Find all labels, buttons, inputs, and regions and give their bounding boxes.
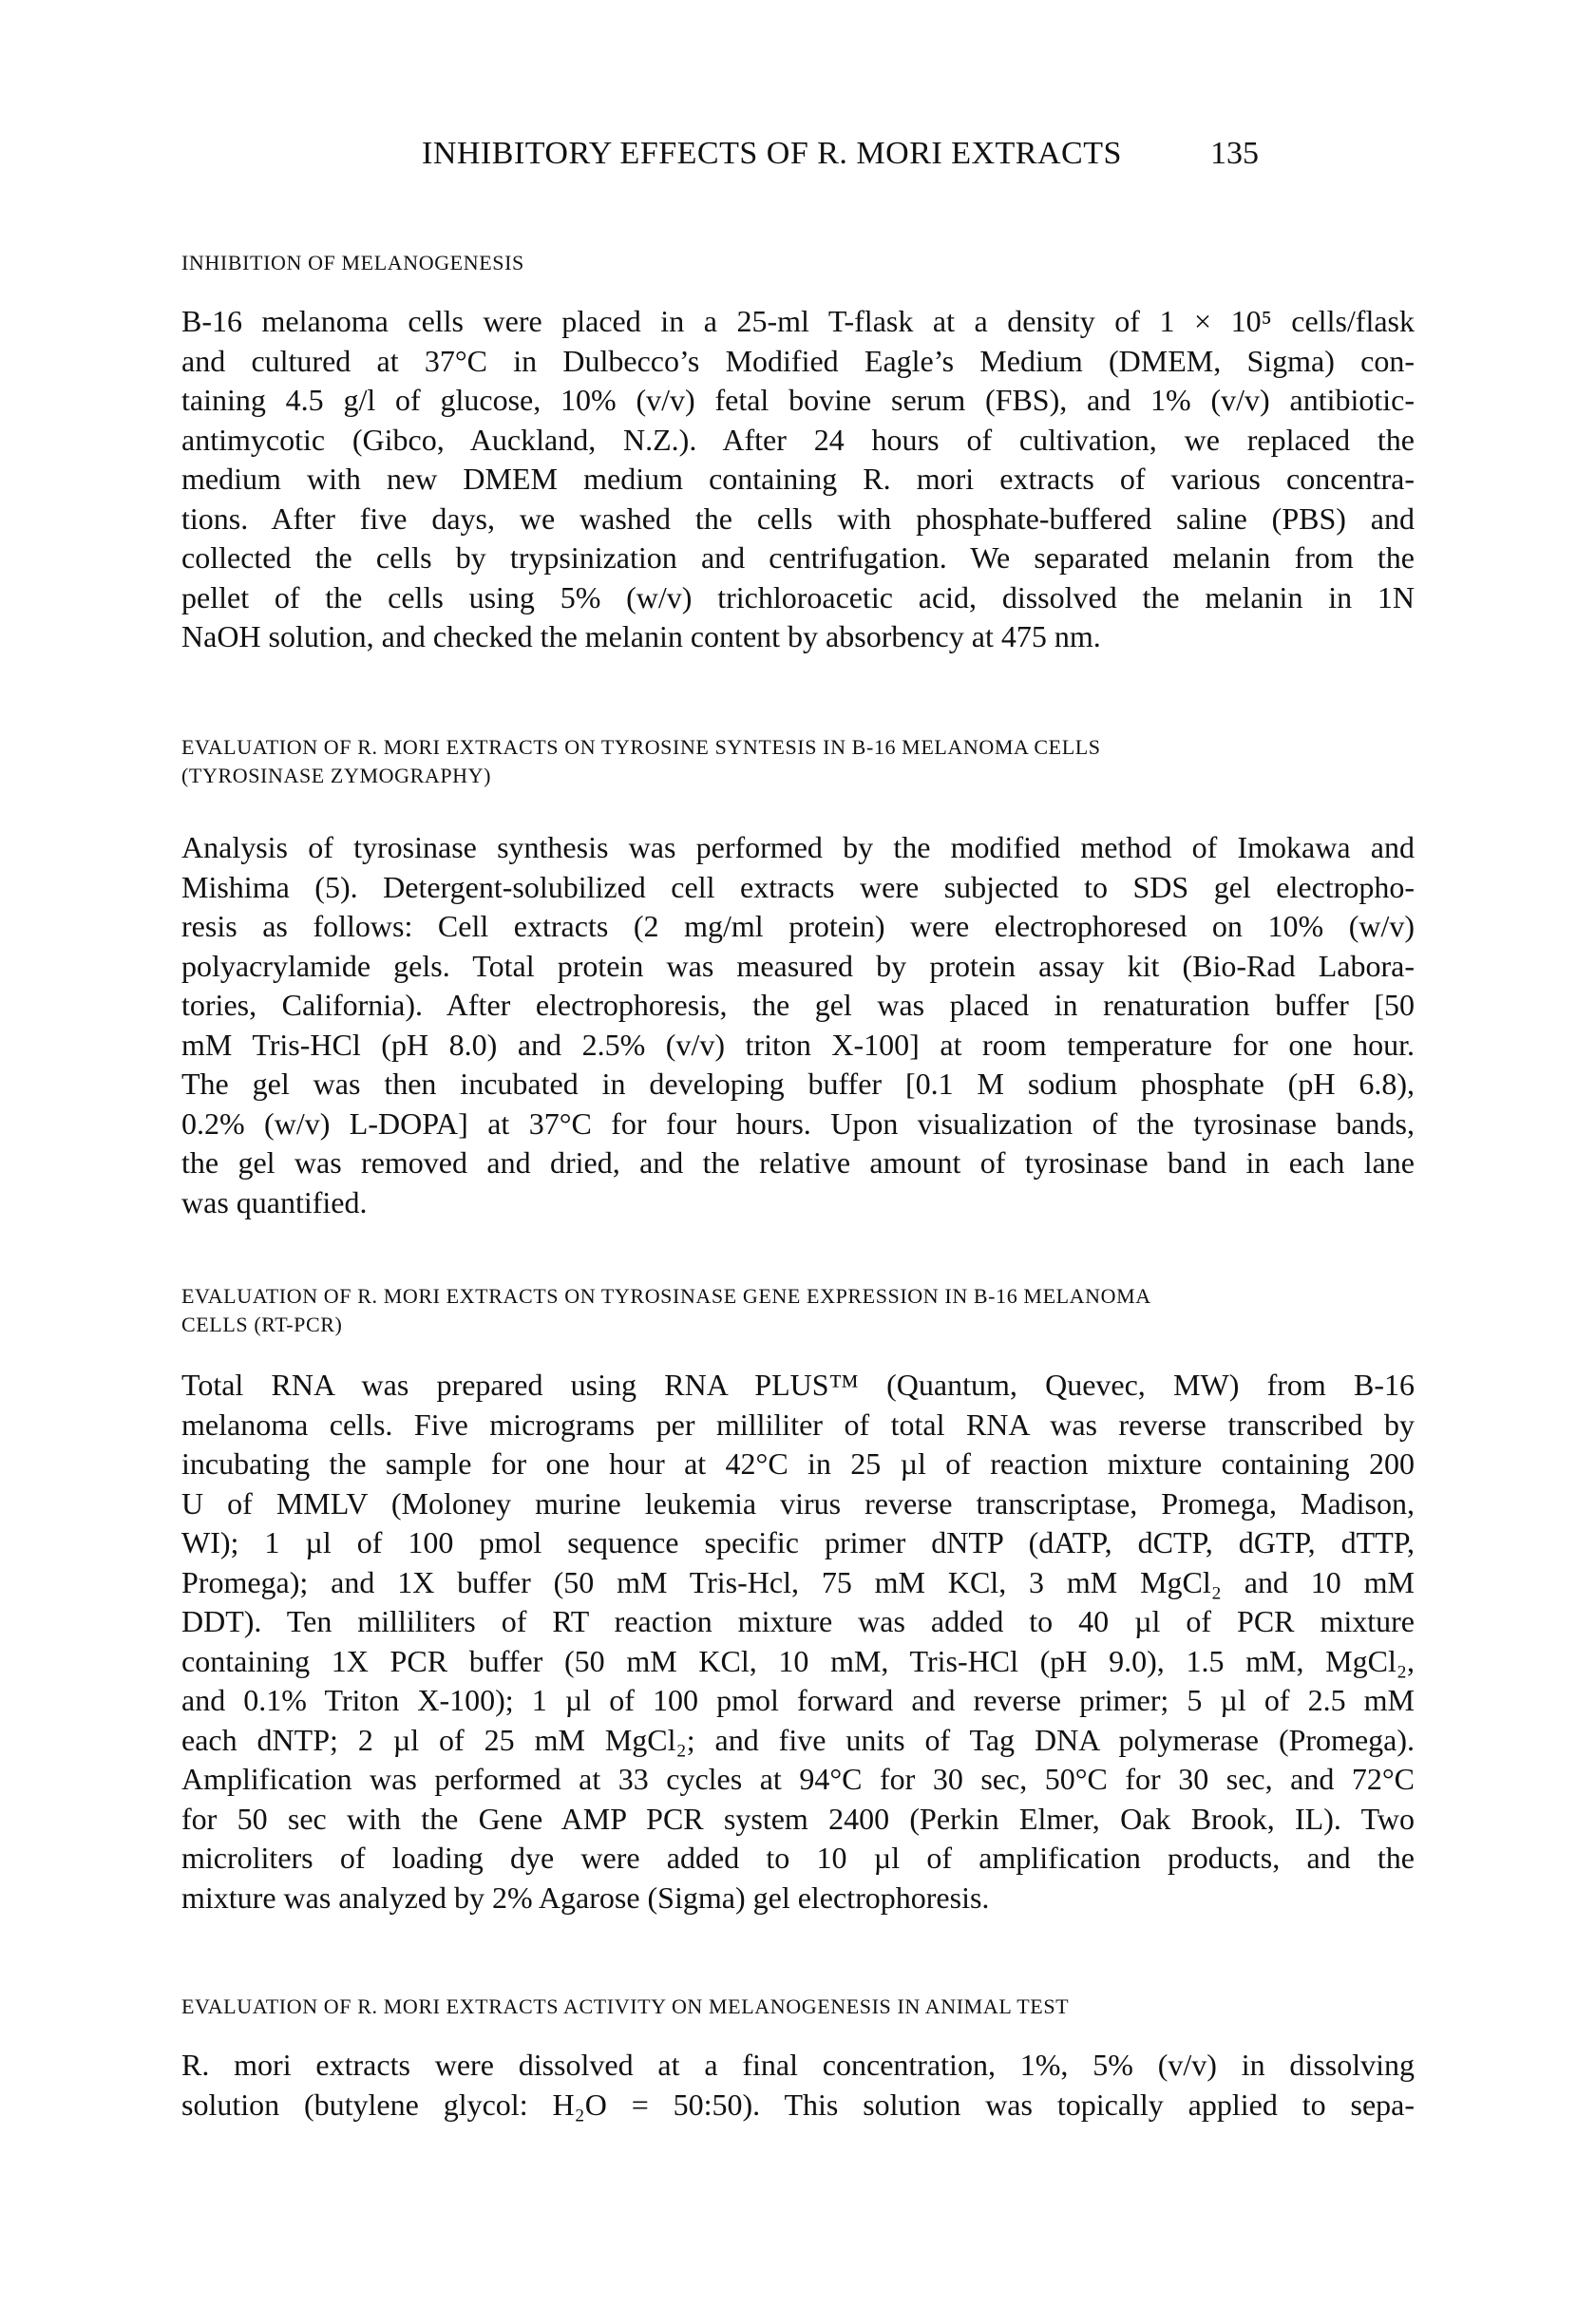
heading-line: CELLS (RT-PCR) [181, 1313, 343, 1336]
text-line: WI); 1 µl of 100 pmol sequence specific primer dNTP (dATP, dCTP, dGTP, dTTP, [181, 1525, 1415, 1559]
text-line: taining 4.5 g/l of glucose, 10% (v/v) fetal bovine serum (FBS), and 1% (v/v) antibiotic- [181, 383, 1415, 417]
section-heading-rt-pcr [181, 1282, 1416, 1339]
text-line: NaOH solution, and checked the melanin content by absorbency at 475 nm. [181, 619, 1101, 653]
section-heading-animal-test: EVALUATION OF R. MORI EXTRACTS ACTIVITY ON MELANOGENESIS IN ANIMAL TEST [181, 1994, 1070, 2018]
text-line: mixture was analyzed by 2% Agarose (Sigma) gel electrophoresis. [181, 1880, 990, 1915]
text-line: resis as follows: Cell extracts (2 mg/ml protein) were electrophoresed on 10% (w/v) [181, 909, 1415, 943]
text-line: Analysis of tyrosinase synthesis was performed by the modified method of Imokawa and [181, 830, 1415, 864]
section-heading-melanogenesis: INHIBITION OF MELANOGENESIS [181, 251, 524, 274]
text-line: Amplification was performed at 33 cycles at 94°C for 30 sec, 50°C for 30 sec, and 72°C [181, 1762, 1415, 1796]
text-line: medium with new DMEM medium containing R. mori extracts of various concentra- [181, 462, 1415, 496]
text-line: Promega); and 1X buffer (50 mM Tris-Hcl, 75 mM KCl, 3 mM MgCl₂ and 10 mM [181, 1564, 1415, 1599]
heading-line: EVALUATION OF R. MORI EXTRACTS ON TYROSINASE GENE EXPRESSION IN B-16 MELANOMA [181, 1284, 1151, 1308]
text-line: mM Tris-HCl (pH 8.0) and 2.5% (v/v) triton X-100] at room temperature for one hour. [181, 1027, 1415, 1062]
text-line: B-16 melanoma cells were placed in a 25-ml T-flask at a density of 1 × 10⁵ cells/flask [181, 304, 1415, 338]
text-line: was quantified. [181, 1184, 368, 1219]
text-line: Mishima (5). Detergent-solubilized cell extracts were subjected to SDS gel electropho- [181, 869, 1415, 904]
text-line: U of MMLV (Moloney murine leukemia virus reverse transcriptase, Promega, Madison, [181, 1485, 1415, 1521]
running-header [0, 136, 1596, 183]
running-title: INHIBITORY EFFECTS OF R. MORI EXTRACTS [422, 136, 1122, 171]
text-line: microliters of loading dye were added to 10 µl of amplification products, and the [181, 1841, 1415, 1875]
paragraph-animal-test [181, 2046, 1415, 2125]
text-line: DDT). Ten milliliters of RT reaction mixture was added to 40 µl of PCR mixture [181, 1604, 1415, 1638]
text-line: melanoma cells. Five micrograms per milliliter of total RNA was reverse transcribed by [181, 1407, 1415, 1442]
heading-line: EVALUATION OF R. MORI EXTRACTS ON TYROSINE SYNTESIS IN B-16 MELANOMA CELLS [181, 735, 1101, 759]
text-line: tions. After five days, we washed the cells with phosphate-buffered saline (PBS) and [181, 501, 1415, 536]
paragraph-rt-pcr [181, 1366, 1415, 1918]
text-line: collected the cells by trypsinization and centrifugation. We separated melanin from the [181, 540, 1415, 575]
text-line: The gel was then incubated in developing buffer [0.1 M sodium phosphate (pH 6.8), [181, 1067, 1415, 1101]
text-line: pellet of the cells using 5% (w/v) trichloroacetic acid, dissolved the melanin in 1N [181, 579, 1415, 614]
text-line: for 50 sec with the Gene AMP PCR system 2400 (Perkin Elmer, Oak Brook, IL). Two [181, 1801, 1415, 1836]
paragraph-zymography [181, 828, 1415, 1222]
section-heading-zymography [181, 733, 1416, 790]
text-line: tories, California). After electrophoresis, the gel was placed in renaturation buffer [50 [181, 988, 1415, 1022]
text-line: containing 1X PCR buffer (50 mM KCl, 10 mM, Tris-HCl (pH 9.0), 1.5 mM, MgCl₂, [181, 1643, 1415, 1678]
text-line: R. mori extracts were dissolved at a final concentration, 1%, 5% (v/v) in dissolving [181, 2048, 1415, 2082]
text-line: 0.2% (w/v) L-DOPA] at 37°C for four hours. Upon visualization of the tyrosinase bands, [181, 1105, 1415, 1141]
text-line: solution (butylene glycol: H₂O = 50:50). This solution was topically applied to sepa- [181, 2087, 1415, 2122]
text-line: and cultured at 37°C in Dulbecco’s Modified Eagle’s Medium (DMEM, Sigma) con- [181, 343, 1415, 378]
text-line: incubating the sample for one hour at 42°C in 25 µl of reaction mixture containing 200 [181, 1446, 1415, 1481]
text-line: each dNTP; 2 µl of 25 mM MgCl₂; and five units of Tag DNA polymerase (Promega). [181, 1722, 1415, 1757]
paragraph-melanogenesis [181, 302, 1415, 657]
text-line: and 0.1% Triton X-100); 1 µl of 100 pmol forward and reverse primer; 5 µl of 2.5 mM [181, 1683, 1415, 1717]
text-line: antimycotic (Gibco, Auckland, N.Z.). After 24 hours of cultivation, we replaced the [181, 422, 1415, 457]
text-line: polyacrylamide gels. Total protein was measured by protein assay kit (Bio-Rad Labora- [181, 948, 1415, 983]
page-number: 135 [1210, 136, 1259, 171]
text-line: the gel was removed and dried, and the relative amount of tyrosinase band in each lane [181, 1145, 1415, 1180]
text-line: Total RNA was prepared using RNA PLUS™ (Quantum, Quevec, MW) from B-16 [181, 1368, 1415, 1402]
heading-line: (TYROSINASE ZYMOGRAPHY) [181, 764, 492, 787]
